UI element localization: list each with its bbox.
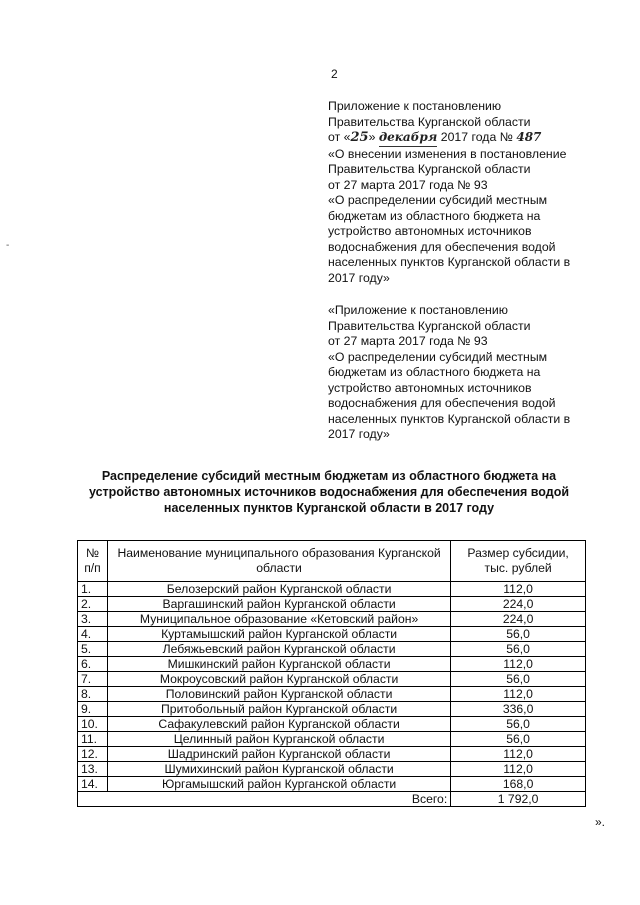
table-row bbox=[78, 582, 586, 597]
row-amount: 168,0 bbox=[451, 777, 586, 792]
header-amount-line2: тыс. рублей bbox=[484, 561, 552, 575]
table-row bbox=[78, 672, 586, 687]
header-amount bbox=[451, 541, 586, 582]
table-row bbox=[78, 717, 586, 732]
date-prefix: от « bbox=[328, 130, 351, 144]
row-name: Варгашинский район Курганской области bbox=[107, 597, 450, 612]
row-num: 6. bbox=[78, 657, 108, 672]
annex-line: бюджетам из областного бюджета на bbox=[328, 365, 541, 379]
annex-line: водоснабжения для обеспечения водой bbox=[328, 239, 556, 254]
header-num-line1: № bbox=[85, 546, 100, 560]
row-amount: 56,0 bbox=[451, 717, 586, 732]
annex-line: Приложение к постановлению bbox=[328, 99, 502, 113]
handwritten-month: декабря bbox=[379, 130, 437, 147]
annex-line: Правительства Курганской области bbox=[328, 318, 531, 333]
annex-line: от 27 марта 2017 года № 93 bbox=[328, 334, 488, 348]
header-num bbox=[78, 541, 108, 582]
header-name: Наименование муниципального образования Курганской области bbox=[107, 541, 450, 582]
annex-date-line bbox=[328, 130, 598, 147]
total-amount: 1 792,0 bbox=[451, 792, 586, 807]
table-row bbox=[78, 597, 586, 612]
annex-line: «О распределении субсидий местным bbox=[328, 349, 548, 364]
row-num: 2. bbox=[78, 597, 108, 612]
subsidy-table bbox=[77, 540, 586, 807]
row-num: 3. bbox=[78, 612, 108, 627]
total-label: Всего: bbox=[78, 792, 451, 807]
row-name: Белозерский район Курганской области bbox=[107, 582, 450, 597]
row-amount: 112,0 bbox=[451, 762, 586, 777]
row-name: Мишкинский район Курганской области bbox=[107, 657, 450, 672]
row-name: Сафакулевский район Курганской области bbox=[107, 717, 450, 732]
annex-line: Правительства Курганской области bbox=[328, 162, 531, 176]
annex-header-block bbox=[328, 99, 598, 286]
row-amount: 112,0 bbox=[451, 747, 586, 762]
annex-line: 2017 году» bbox=[328, 270, 390, 285]
row-name: Юргамышский район Курганской области bbox=[107, 777, 450, 792]
annex-line: бюджетам из областного бюджета на bbox=[328, 208, 541, 223]
row-amount: 224,0 bbox=[451, 612, 586, 627]
page-number: 2 bbox=[331, 67, 338, 81]
row-amount: 112,0 bbox=[451, 657, 586, 672]
row-amount: 112,0 bbox=[451, 687, 586, 702]
row-name: Половинский район Курганской области bbox=[107, 687, 450, 702]
annex-line: «О внесении изменения в постановление bbox=[328, 146, 567, 161]
row-amount: 56,0 bbox=[451, 672, 586, 687]
row-amount: 224,0 bbox=[451, 597, 586, 612]
annex-line: «О распределении субсидий местным bbox=[328, 193, 548, 207]
table-row bbox=[78, 702, 586, 717]
row-num: 13. bbox=[78, 762, 108, 777]
annex-line: устройство автономных источников bbox=[328, 224, 532, 238]
row-amount: 336,0 bbox=[451, 702, 586, 717]
row-name: Шадринский район Курганской области bbox=[107, 747, 450, 762]
row-num: 8. bbox=[78, 687, 108, 702]
row-name: Притобольный район Курганской области bbox=[107, 702, 450, 717]
annex-line: населенных пунктов Курганской области в bbox=[328, 411, 571, 426]
row-num: 11. bbox=[78, 732, 108, 747]
table-row bbox=[78, 612, 586, 627]
document-title bbox=[80, 468, 578, 516]
row-amount: 56,0 bbox=[451, 732, 586, 747]
annex-line: «Приложение к постановлению bbox=[328, 303, 508, 317]
row-num: 7. bbox=[78, 672, 108, 687]
row-num: 14. bbox=[78, 777, 108, 792]
table-row bbox=[78, 777, 586, 792]
title-line: населенных пунктов Курганской области в 2017 году bbox=[163, 501, 495, 515]
table-row bbox=[78, 642, 586, 657]
header-amount-line1: Размер субсидии, bbox=[467, 546, 569, 560]
margin-mark: - bbox=[6, 240, 10, 251]
row-num: 5. bbox=[78, 642, 108, 657]
row-name: Целинный район Курганской области bbox=[107, 732, 450, 747]
row-name: Муниципальное образование «Кетовский район» bbox=[107, 612, 450, 627]
table-row bbox=[78, 687, 586, 702]
row-name: Мокроусовский район Курганской области bbox=[107, 672, 450, 687]
row-num: 1. bbox=[78, 582, 108, 597]
title-line: Распределение субсидий местным бюджетам из областного бюджета на bbox=[101, 469, 557, 483]
table-row bbox=[78, 762, 586, 777]
table-row bbox=[78, 732, 586, 747]
table-total-row bbox=[78, 792, 586, 807]
annex-line: населенных пунктов Курганской области в bbox=[328, 255, 571, 269]
row-name: Шумихинский район Курганской области bbox=[107, 762, 450, 777]
header-num-line2: п/п bbox=[84, 561, 101, 575]
row-num: 9. bbox=[78, 702, 108, 717]
annex-line: Правительства Курганской области bbox=[328, 114, 531, 129]
row-amount: 56,0 bbox=[451, 627, 586, 642]
title-line: устройство автономных источников водоснабжения для обеспечения водой bbox=[88, 485, 570, 499]
table-header-row bbox=[78, 541, 586, 582]
row-num: 4. bbox=[78, 627, 108, 642]
annex-line: устройство автономных источников bbox=[328, 380, 532, 395]
handwritten-day: 25 bbox=[350, 130, 369, 145]
row-num: 10. bbox=[78, 717, 108, 732]
annex-line: водоснабжения для обеспечения водой bbox=[328, 396, 556, 410]
row-amount: 112,0 bbox=[451, 582, 586, 597]
row-num: 12. bbox=[78, 747, 108, 762]
original-annex-block bbox=[328, 303, 598, 443]
table-row bbox=[78, 627, 586, 642]
closing-quote: ». bbox=[595, 815, 606, 829]
row-name: Куртамышский район Курганской области bbox=[107, 627, 450, 642]
table-row bbox=[78, 747, 586, 762]
handwritten-number: 487 bbox=[516, 130, 542, 144]
row-name: Лебяжьевский район Курганской области bbox=[107, 642, 450, 657]
date-mid: » bbox=[368, 130, 376, 144]
annex-line: от 27 марта 2017 года № 93 bbox=[328, 177, 488, 192]
table-row bbox=[78, 657, 586, 672]
annex-line: 2017 году» bbox=[328, 427, 390, 441]
date-year: 2017 года № bbox=[440, 130, 513, 144]
row-amount: 56,0 bbox=[451, 642, 586, 657]
